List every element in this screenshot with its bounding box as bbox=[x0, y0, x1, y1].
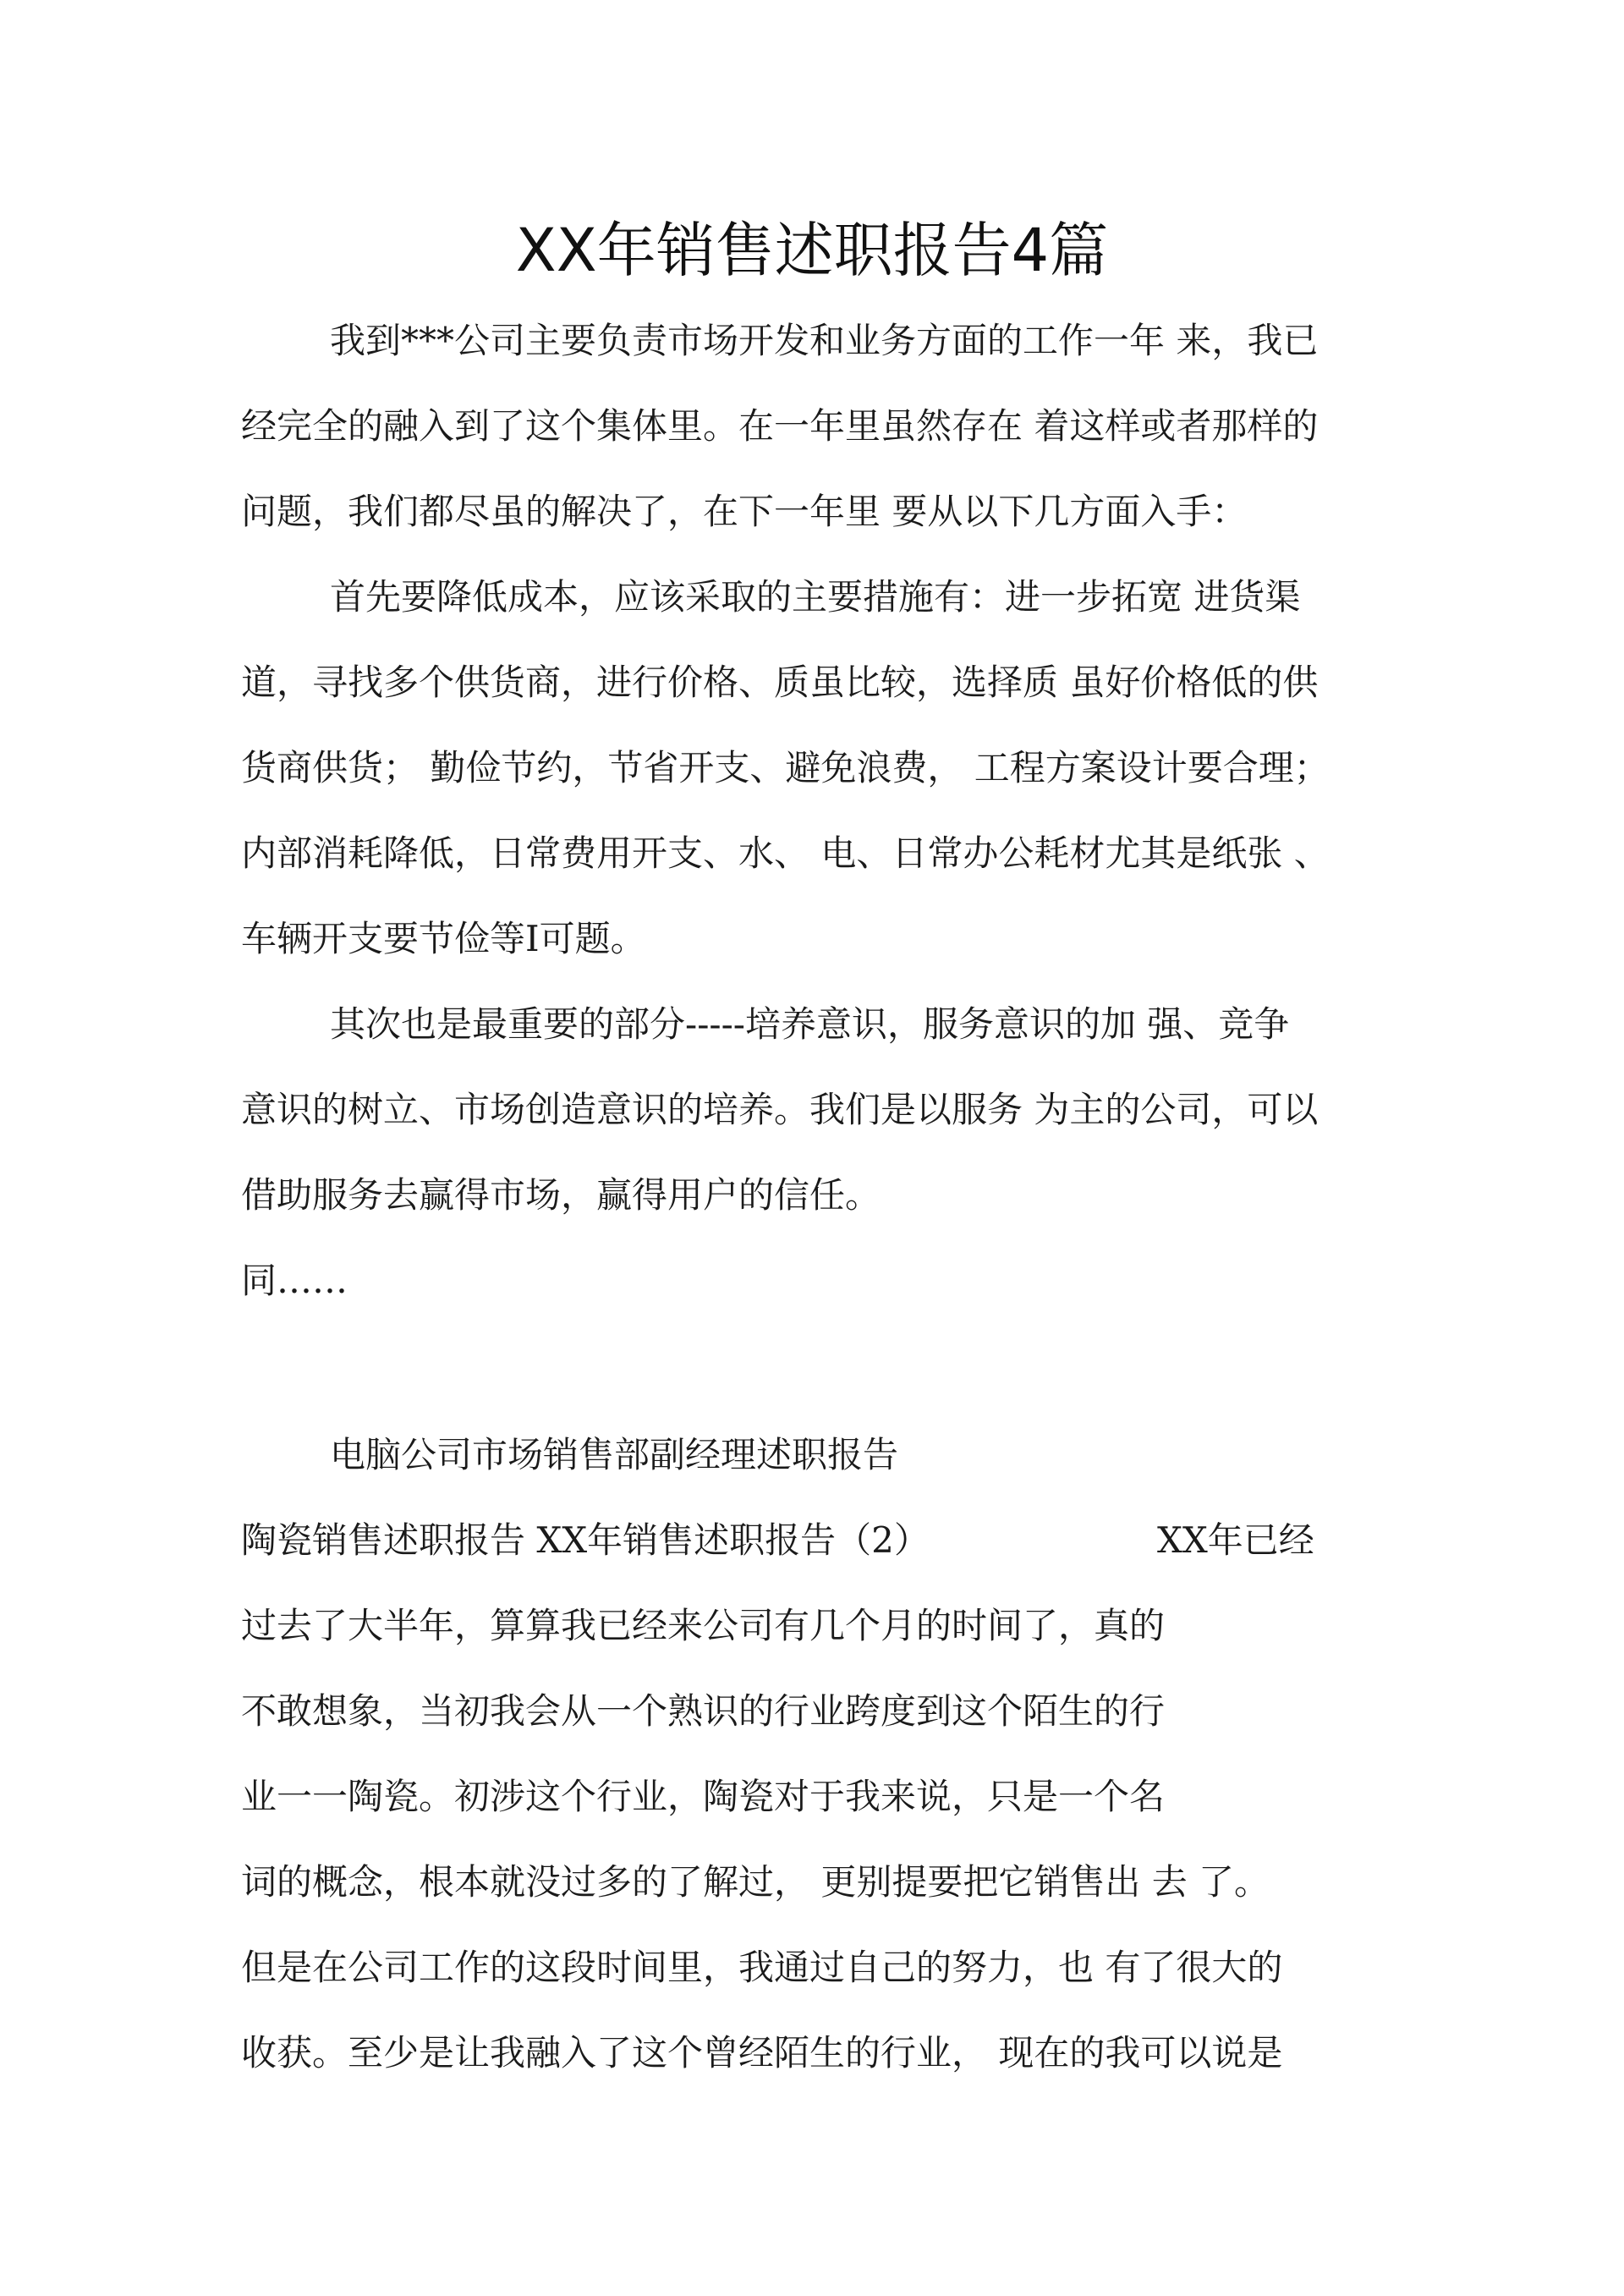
paragraph-line: 经完全的融入到了这个集体里。在一年里虽然存在 着这样或者那样的 bbox=[241, 405, 1319, 447]
paragraph-line: 不敢想象，当初我会从一个熟识的行业跨度到这个陌生的行 bbox=[241, 1690, 1166, 1732]
paragraph-line: 内部消耗降低，日常费用开支、水、 电、日常办公耗材尤其是纸张 、 bbox=[241, 832, 1330, 874]
paragraph-line: 车辆开支要节俭等I可题。 bbox=[241, 918, 646, 959]
paragraph-line: 业一一陶瓷。初涉这个行业，陶瓷对于我来说，只是一个名 bbox=[241, 1776, 1166, 1817]
paragraph-line: 意识的树立、市场创造意识的培养。我们是以服务 为主的公司，可以 bbox=[241, 1089, 1319, 1130]
paragraph-line: 但是在公司工作的这段时间里，我通过自己的努力，也 有了很大的 bbox=[241, 1947, 1283, 1988]
paragraph-line: XX年已经 bbox=[1157, 1519, 1314, 1561]
paragraph-line: 陶瓷销售述职报告 XX年销售述职报告（2） bbox=[241, 1519, 930, 1561]
paragraph-line: 词的概念，根本就没过多的了解过， 更别提要把它销售出 去 了。 bbox=[241, 1861, 1270, 1903]
paragraph-line: 问题，我们都尽虽的解决了，在下一年里 要从以下几方面入手： bbox=[241, 491, 1248, 532]
paragraph-line: 收获。至少是让我融入了这个曾经陌生的行业， 现在的我可以说是 bbox=[241, 2032, 1283, 2074]
paragraph-line: 首先要降低成本，应该采取的主要措施有：进一步拓宽 进货渠 bbox=[330, 576, 1301, 618]
paragraph-line: 货商供货； 勤俭节约，节省开支、避免浪费， 工程方案设计要合理； bbox=[241, 747, 1330, 788]
paragraph-line: 借助服务去赢得市场，赢得用户的信任。 bbox=[241, 1174, 881, 1216]
paragraph-line: 其次也是最重要的部分-----培养意识，服务意识的加 强、竞争 bbox=[330, 1003, 1290, 1045]
paragraph-line: 我到***公司主要负责市场开发和业务方面的工作一年 来，我已 bbox=[330, 320, 1319, 361]
paragraph-line: 同…… bbox=[241, 1260, 348, 1301]
paragraph-line: 道，寻找多个供货商，进行价格、质虽比较，选择质 虽好价格低的供 bbox=[241, 662, 1319, 703]
section-heading: 电脑公司市场销售部副经理述职报告 bbox=[330, 1434, 899, 1475]
paragraph-line: 过去了大半年，算算我已经来公司有几个月的时间了，真的 bbox=[241, 1605, 1166, 1646]
document-title: XX年销售述职报告4篇 bbox=[515, 216, 1109, 285]
